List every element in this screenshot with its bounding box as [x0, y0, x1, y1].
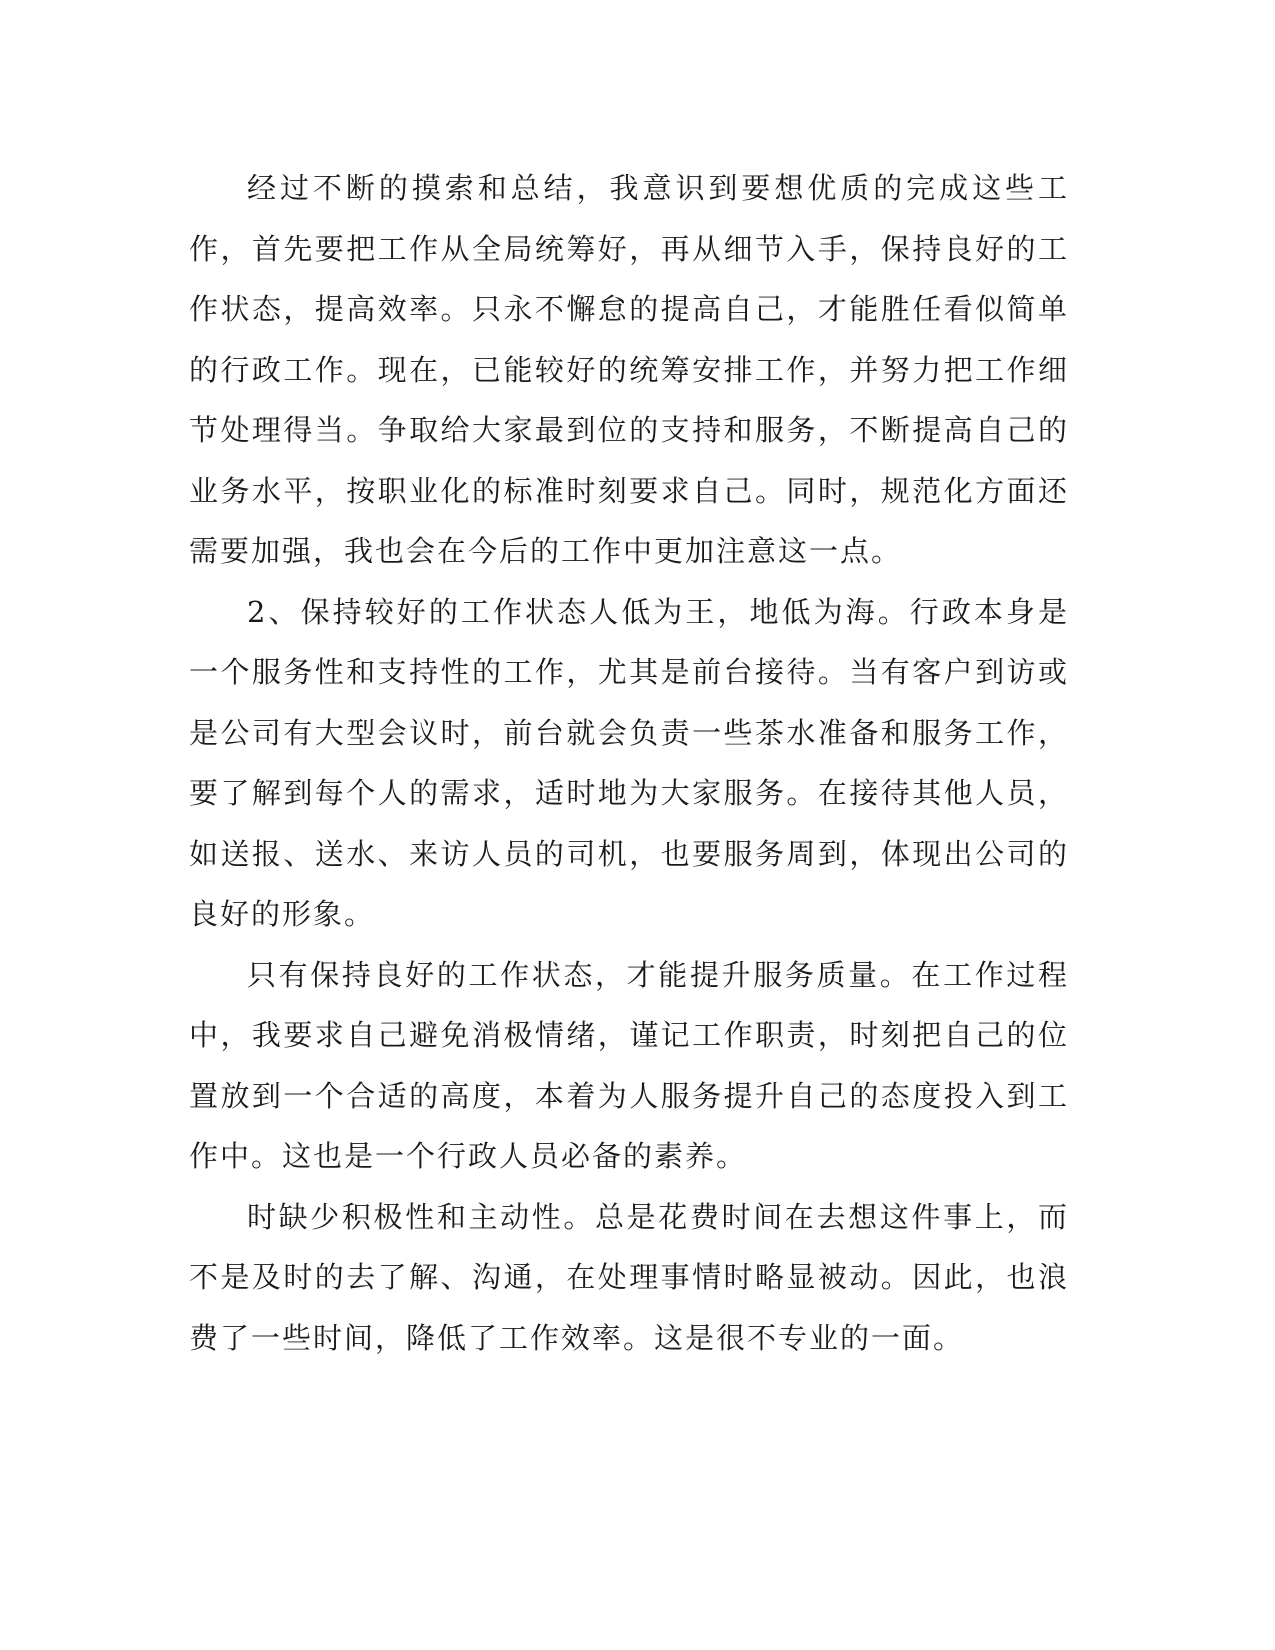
paragraph-service-quality: 只有保持良好的工作状态，才能提升服务质量。在工作过程中，我要求自己避免消极情绪，谨记工作职责，时刻把自己的位置放到一个合适的高度，本着为人服务提升自己的态度投入到工作中。这也是一个行政人员必备的素养。 — [189, 957, 1069, 1173]
paragraph-work-state: 2、保持较好的工作状态人低为王，地低为海。行政本身是一个服务性和支持性的工作，尤其是前台接待。当有客户到访或是公司有大型会议时，前台就会负责一些茶水准备和服务工作，要了解到每个人的需求，适时地为大家服务。在接待其他人员，如送报、送水、来访人员的司机，也要服务周到，体现出公司的良好的形象。 — [189, 594, 1069, 931]
paragraph-shortcomings: 时缺少积极性和主动性。总是花费时间在去想这件事上，而不是及时的去了解、沟通，在处理事情时略显被动。因此，也浪费了一些时间，降低了工作效率。这是很不专业的一面。 — [189, 1199, 1069, 1355]
paragraph-summary: 经过不断的摸索和总结，我意识到要想优质的完成这些工作，首先要把工作从全局统筹好，再从细节入手，保持良好的工作状态，提高效率。只永不懈怠的提高自己，才能胜任看似简单的行政工作。现在，已能较好的统筹安排工作，并努力把工作细节处理得当。争取给大家最到位的支持和服务，不断提高自己的业务水平，按职业化的标准时刻要求自己。同时，规范化方面还需要加强，我也会在今后的工作中更加注意这一点。 — [189, 171, 1069, 568]
document-body — [189, 158, 1069, 1368]
